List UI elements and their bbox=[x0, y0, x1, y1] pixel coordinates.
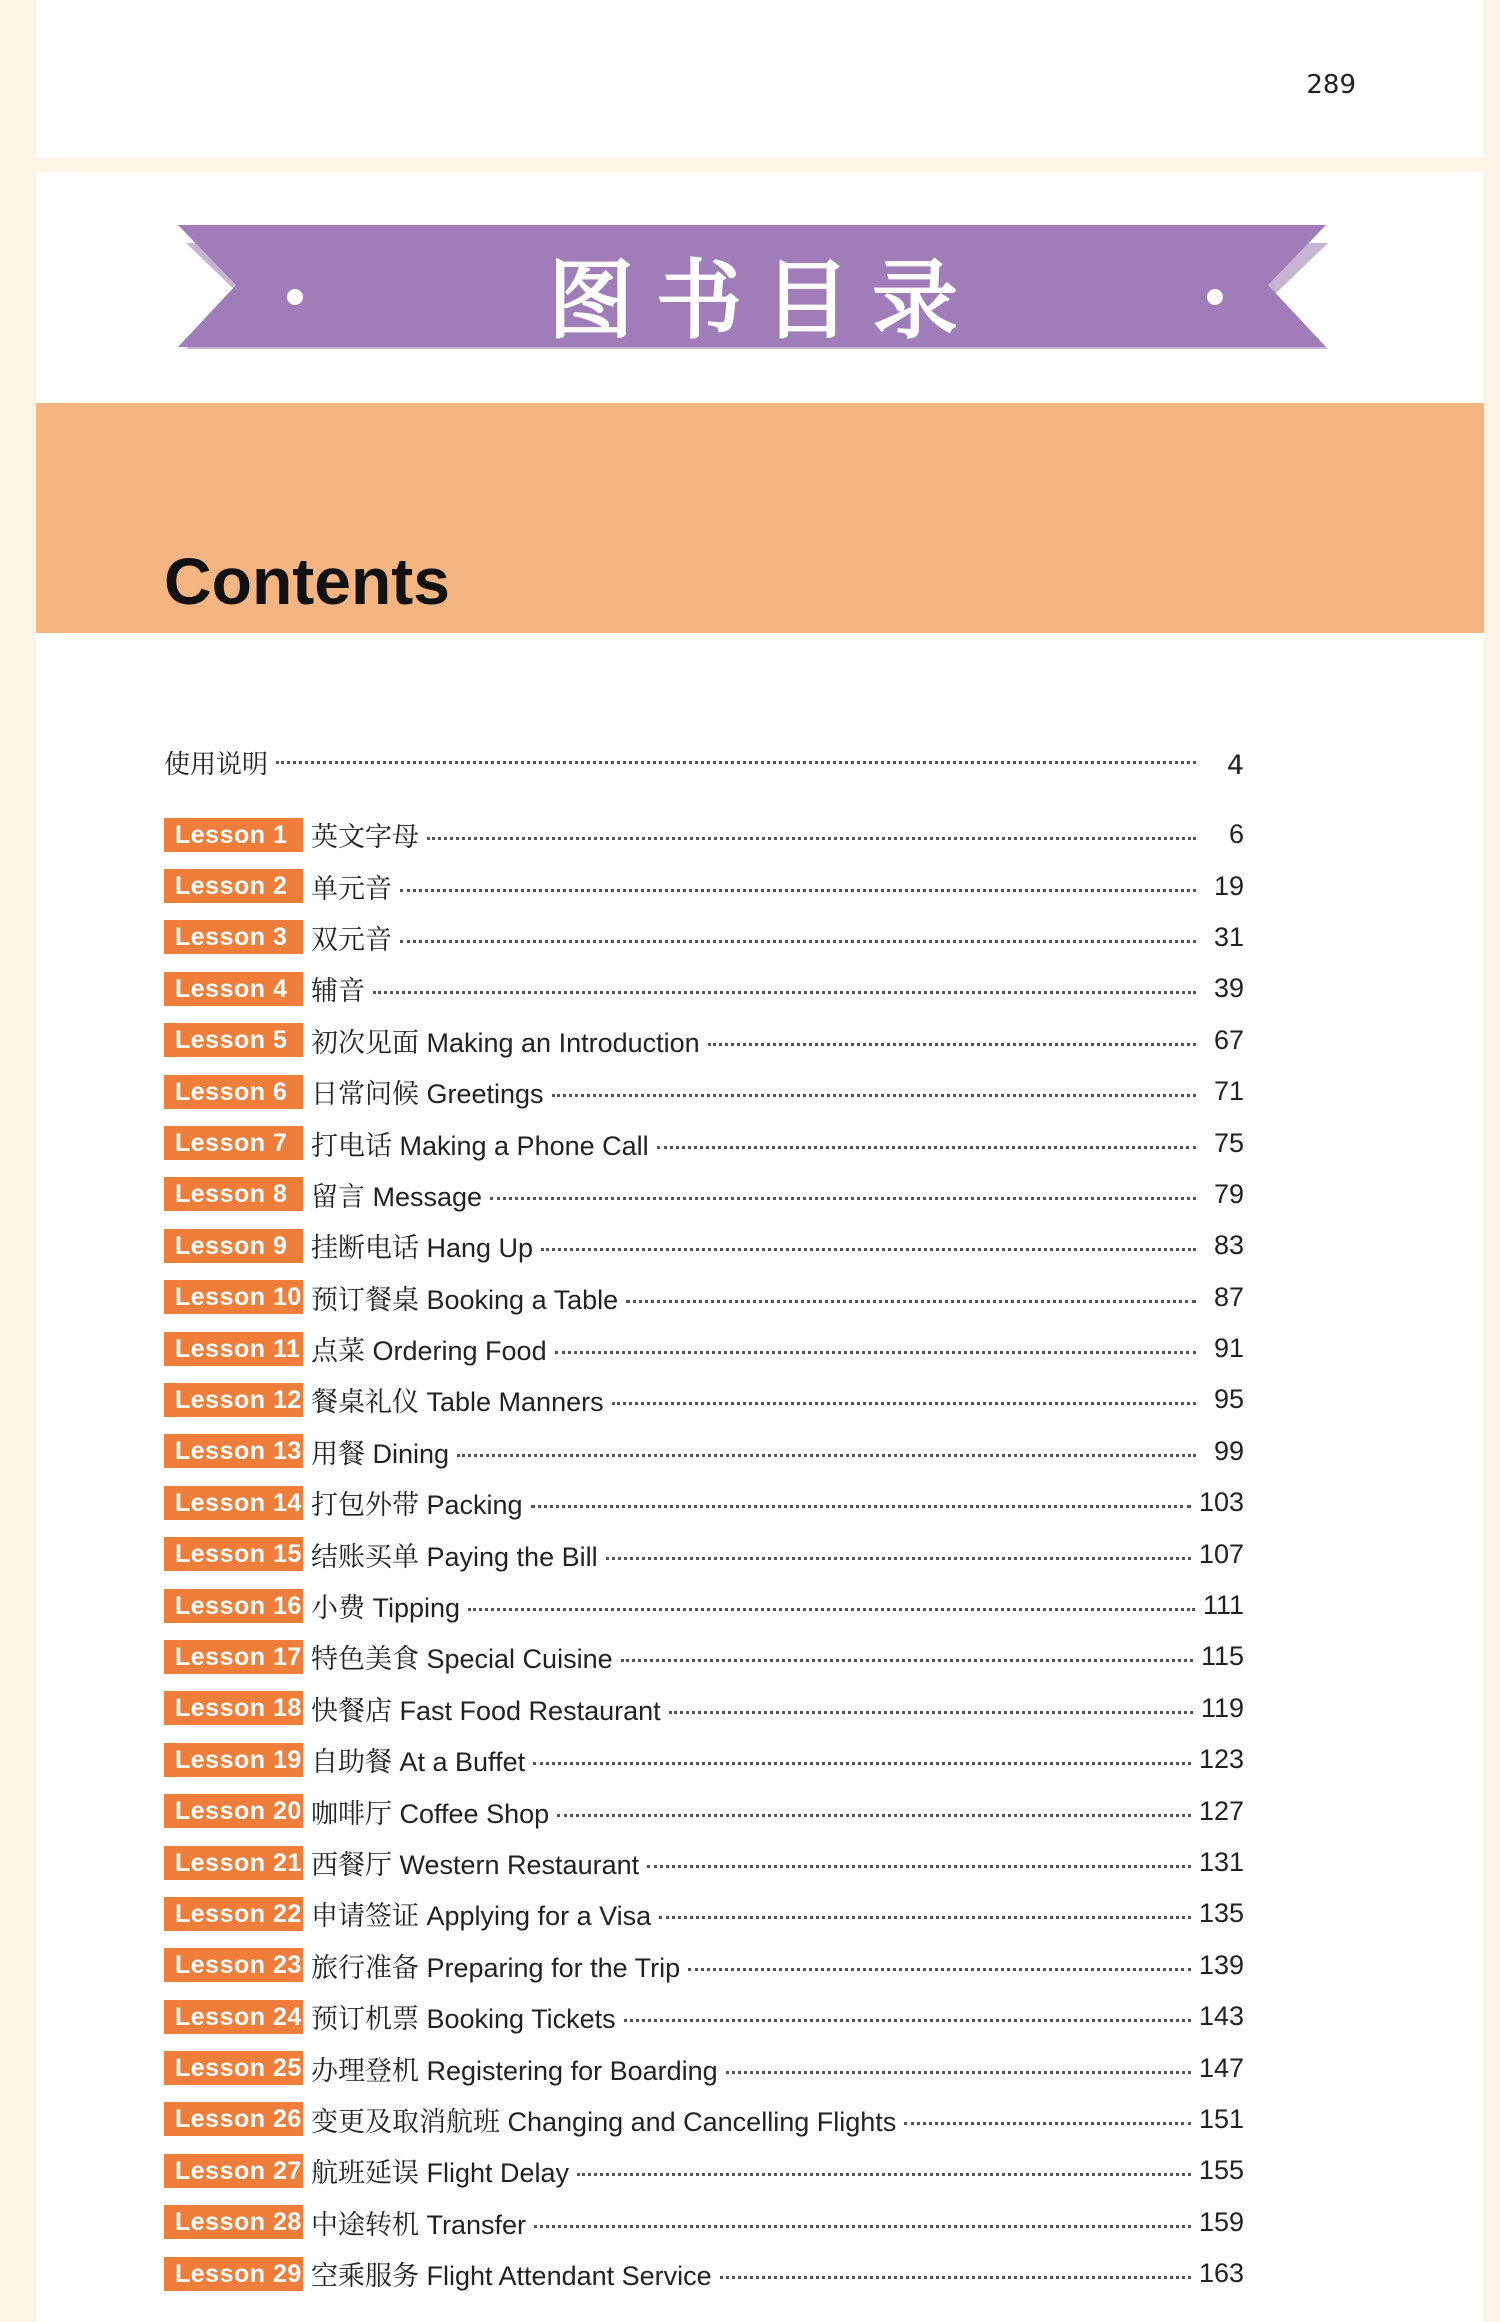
toc-lesson-entry[interactable] bbox=[164, 1991, 1244, 2042]
toc-lesson-entry[interactable] bbox=[164, 1015, 1244, 1066]
lesson-title: 双元音 bbox=[311, 924, 392, 955]
lesson-title: 日常问候 Greetings bbox=[311, 1079, 544, 1110]
lesson-page-number: 67 bbox=[1213, 1024, 1244, 1055]
leader-dots bbox=[552, 1094, 1196, 1097]
leader-dots bbox=[621, 1659, 1193, 1662]
lesson-title: 快餐店 Fast Food Restaurant bbox=[311, 1695, 661, 1726]
lesson-title: 空乘服务 Flight Attendant Service bbox=[311, 2261, 712, 2292]
toc-lesson-entry[interactable] bbox=[164, 1734, 1244, 1785]
toc-lesson-entry[interactable] bbox=[164, 2094, 1244, 2145]
lesson-page-number: 131 bbox=[1198, 1847, 1244, 1877]
lesson-badge: Lesson 18 bbox=[164, 1691, 303, 1725]
lesson-page-number: 151 bbox=[1198, 2103, 1244, 2134]
leader-dots bbox=[276, 761, 1196, 764]
lesson-page-number: 83 bbox=[1213, 1230, 1244, 1261]
lesson-badge: Lesson 13 bbox=[164, 1434, 303, 1468]
lesson-badge: Lesson 25 bbox=[164, 2051, 303, 2085]
lesson-title: 咖啡厅 Coffee Shop bbox=[311, 1798, 550, 1829]
toc-lesson-entry[interactable] bbox=[164, 1683, 1244, 1734]
lesson-badge: Lesson 2 bbox=[164, 869, 303, 903]
page-number: 289 bbox=[1306, 70, 1356, 100]
leader-dots bbox=[541, 1248, 1196, 1251]
lesson-title: 留言 Message bbox=[311, 1181, 483, 1212]
lesson-badge: Lesson 11 bbox=[164, 1332, 303, 1366]
lesson-title: 航班延误 Flight Delay bbox=[311, 2158, 570, 2189]
lesson-badge: Lesson 26 bbox=[164, 2102, 303, 2136]
lesson-page-number: 163 bbox=[1198, 2258, 1244, 2289]
toc-intro-page: 4 bbox=[1226, 750, 1244, 781]
toc-lesson-entry[interactable] bbox=[164, 1785, 1244, 1836]
lesson-badge: Lesson 6 bbox=[164, 1075, 303, 1109]
top-page bbox=[36, 0, 1484, 158]
lesson-title: 辅音 bbox=[311, 976, 365, 1007]
toc-lesson-entry[interactable] bbox=[164, 1220, 1244, 1271]
leader-dots bbox=[624, 2019, 1191, 2022]
leader-dots bbox=[626, 1300, 1196, 1303]
leader-dots bbox=[612, 1402, 1196, 1405]
lesson-title: 英文字母 bbox=[311, 822, 419, 853]
lesson-title: 打电话 Making a Phone Call bbox=[311, 1130, 649, 1161]
title-ribbon bbox=[178, 225, 1328, 360]
toc-lesson-entry[interactable] bbox=[164, 1940, 1244, 1991]
toc-lesson-entry[interactable] bbox=[164, 1323, 1244, 1374]
leader-dots bbox=[555, 1351, 1196, 1354]
lesson-page-number: 107 bbox=[1198, 1538, 1244, 1569]
lesson-badge: Lesson 19 bbox=[164, 1743, 303, 1777]
lesson-page-number: 147 bbox=[1198, 2052, 1244, 2083]
leader-dots bbox=[533, 1762, 1191, 1765]
leader-dots bbox=[400, 940, 1196, 943]
lesson-title: 特色美食 Special Cuisine bbox=[311, 1644, 613, 1675]
lesson-title: 西餐厅 Western Restaurant bbox=[311, 1850, 640, 1880]
lesson-page-number: 115 bbox=[1200, 1641, 1244, 1672]
lesson-badge: Lesson 24 bbox=[164, 2000, 303, 2034]
lesson-badge: Lesson 7 bbox=[164, 1126, 303, 1160]
toc-lesson-entry[interactable] bbox=[164, 1426, 1244, 1477]
leader-dots bbox=[688, 1968, 1191, 1971]
leader-dots bbox=[534, 2225, 1191, 2228]
toc-lesson-entry[interactable] bbox=[164, 1888, 1244, 1939]
lesson-badge: Lesson 28 bbox=[164, 2205, 303, 2239]
leader-dots bbox=[720, 2276, 1191, 2279]
contents-heading: Contents bbox=[164, 544, 450, 618]
leader-dots bbox=[669, 1711, 1193, 1714]
lesson-badge: Lesson 16 bbox=[164, 1589, 303, 1623]
toc-lesson-entry[interactable] bbox=[164, 1837, 1244, 1888]
lesson-badge: Lesson 15 bbox=[164, 1537, 303, 1571]
lesson-badge: Lesson 22 bbox=[164, 1897, 303, 1931]
toc-lesson-entry[interactable] bbox=[164, 860, 1244, 911]
toc-lesson-entry[interactable] bbox=[164, 1374, 1244, 1425]
leader-dots bbox=[726, 2071, 1191, 2074]
lesson-page-number: 123 bbox=[1198, 1744, 1244, 1775]
lesson-badge: Lesson 1 bbox=[164, 818, 303, 852]
lesson-badge: Lesson 17 bbox=[164, 1640, 303, 1674]
leader-dots bbox=[557, 1814, 1191, 1817]
lesson-badge: Lesson 12 bbox=[164, 1383, 303, 1417]
lesson-badge: Lesson 29 bbox=[164, 2257, 303, 2291]
toc-lesson-entry[interactable] bbox=[164, 1066, 1244, 1117]
lesson-page-number: 127 bbox=[1198, 1795, 1244, 1826]
lesson-page-number: 87 bbox=[1213, 1281, 1244, 1312]
lesson-badge: Lesson 14 bbox=[164, 1486, 303, 1520]
leader-dots bbox=[657, 1146, 1196, 1149]
toc-lesson-entry[interactable] bbox=[164, 2248, 1244, 2299]
leader-dots bbox=[457, 1454, 1196, 1457]
lesson-page-number: 75 bbox=[1213, 1127, 1244, 1158]
lesson-title: 预订餐桌 Booking a Table bbox=[311, 1284, 619, 1315]
table-of-contents bbox=[164, 735, 1244, 2299]
toc-lesson-entry[interactable] bbox=[164, 2042, 1244, 2093]
lesson-page-number: 31 bbox=[1213, 921, 1244, 952]
leader-dots bbox=[468, 1608, 1195, 1611]
toc-lesson-entry[interactable] bbox=[164, 1272, 1244, 1323]
lesson-page-number: 135 bbox=[1198, 1898, 1244, 1929]
leader-dots bbox=[606, 1557, 1191, 1560]
lesson-page-number: 79 bbox=[1213, 1178, 1244, 1209]
lesson-page-number: 103 bbox=[1198, 1487, 1244, 1518]
toc-lesson-entry[interactable] bbox=[164, 1580, 1244, 1631]
toc-lesson-entry[interactable] bbox=[164, 1528, 1244, 1579]
lesson-title: 单元音 bbox=[311, 873, 392, 904]
lesson-title: 点菜 Ordering Food bbox=[311, 1336, 547, 1367]
lesson-title: 预订机票 Booking Tickets bbox=[311, 2004, 616, 2035]
lesson-page-number: 19 bbox=[1213, 870, 1244, 901]
leader-dots bbox=[647, 1865, 1191, 1868]
lesson-page-number: 155 bbox=[1198, 2155, 1244, 2186]
lesson-badge: Lesson 21 bbox=[164, 1846, 303, 1880]
toc-lesson-entry[interactable] bbox=[164, 1117, 1244, 1168]
contents-band bbox=[36, 403, 1484, 633]
lesson-badge: Lesson 4 bbox=[164, 972, 303, 1006]
leader-dots bbox=[400, 889, 1196, 892]
ribbon-title: 图书目录 bbox=[548, 250, 980, 351]
toc-intro-title: 使用说明 bbox=[164, 750, 269, 780]
lesson-page-number: 119 bbox=[1200, 1692, 1244, 1723]
lesson-page-number: 91 bbox=[1213, 1333, 1244, 1364]
toc-lesson-entry[interactable] bbox=[164, 1477, 1244, 1528]
lesson-list bbox=[164, 809, 1244, 2299]
lesson-page-number: 95 bbox=[1213, 1384, 1244, 1415]
lesson-page-number: 71 bbox=[1213, 1076, 1244, 1107]
lesson-title: 用餐 Dining bbox=[311, 1438, 450, 1469]
lesson-title: 办理登机 Registering for Boarding bbox=[311, 2055, 718, 2086]
leader-dots bbox=[531, 1505, 1191, 1508]
lesson-page-number: 6 bbox=[1228, 819, 1244, 850]
leader-dots bbox=[904, 2122, 1191, 2125]
lesson-title: 挂断电话 Hang Up bbox=[311, 1233, 534, 1264]
lesson-page-number: 39 bbox=[1213, 973, 1244, 1004]
lesson-title: 打包外带 Packing bbox=[311, 1490, 523, 1521]
lesson-badge: Lesson 20 bbox=[164, 1794, 303, 1828]
lesson-title: 申请签证 Applying for a Visa bbox=[311, 1901, 652, 1932]
toc-intro-entry[interactable] bbox=[164, 735, 1244, 781]
toc-lesson-entry[interactable] bbox=[164, 2197, 1244, 2248]
lesson-title: 中途转机 Transfer bbox=[311, 2209, 527, 2240]
lesson-badge: Lesson 3 bbox=[164, 920, 303, 954]
leader-dots bbox=[373, 991, 1196, 994]
toc-lesson-entry[interactable] bbox=[164, 912, 1244, 963]
lesson-title: 自助餐 At a Buffet bbox=[311, 1747, 526, 1778]
lesson-badge: Lesson 27 bbox=[164, 2154, 303, 2188]
lesson-title: 小费 Tipping bbox=[311, 1593, 461, 1624]
lesson-page-number: 99 bbox=[1213, 1435, 1244, 1466]
toc-lesson-entry[interactable] bbox=[164, 1169, 1244, 1220]
lesson-title: 结账买单 Paying the Bill bbox=[311, 1541, 598, 1572]
lesson-title: 旅行准备 Preparing for the Trip bbox=[311, 1952, 681, 1983]
toc-lesson-entry[interactable] bbox=[164, 1631, 1244, 1682]
leader-dots bbox=[708, 1043, 1196, 1046]
lesson-page-number: 111 bbox=[1202, 1590, 1244, 1621]
lesson-page-number: 143 bbox=[1198, 2001, 1244, 2032]
leader-dots bbox=[490, 1197, 1196, 1200]
toc-lesson-entry[interactable] bbox=[164, 963, 1244, 1014]
lesson-title: 初次见面 Making an Introduction bbox=[311, 1027, 700, 1058]
lesson-badge: Lesson 23 bbox=[164, 1948, 303, 1982]
toc-lesson-entry[interactable] bbox=[164, 809, 1244, 860]
lesson-badge: Lesson 5 bbox=[164, 1023, 303, 1057]
toc-lesson-entry[interactable] bbox=[164, 2145, 1244, 2196]
lesson-badge: Lesson 8 bbox=[164, 1177, 303, 1211]
lesson-title: 餐桌礼仪 Table Manners bbox=[311, 1387, 604, 1418]
lesson-page-number: 159 bbox=[1198, 2206, 1244, 2237]
leader-dots bbox=[577, 2173, 1191, 2176]
lesson-badge: Lesson 10 bbox=[164, 1280, 303, 1314]
leader-dots bbox=[659, 1916, 1191, 1919]
lesson-badge: Lesson 9 bbox=[164, 1229, 303, 1263]
lesson-title: 变更及取消航班 Changing and Cancelling Flights bbox=[311, 2106, 897, 2137]
leader-dots bbox=[427, 837, 1196, 840]
lesson-page-number: 139 bbox=[1198, 1949, 1244, 1980]
